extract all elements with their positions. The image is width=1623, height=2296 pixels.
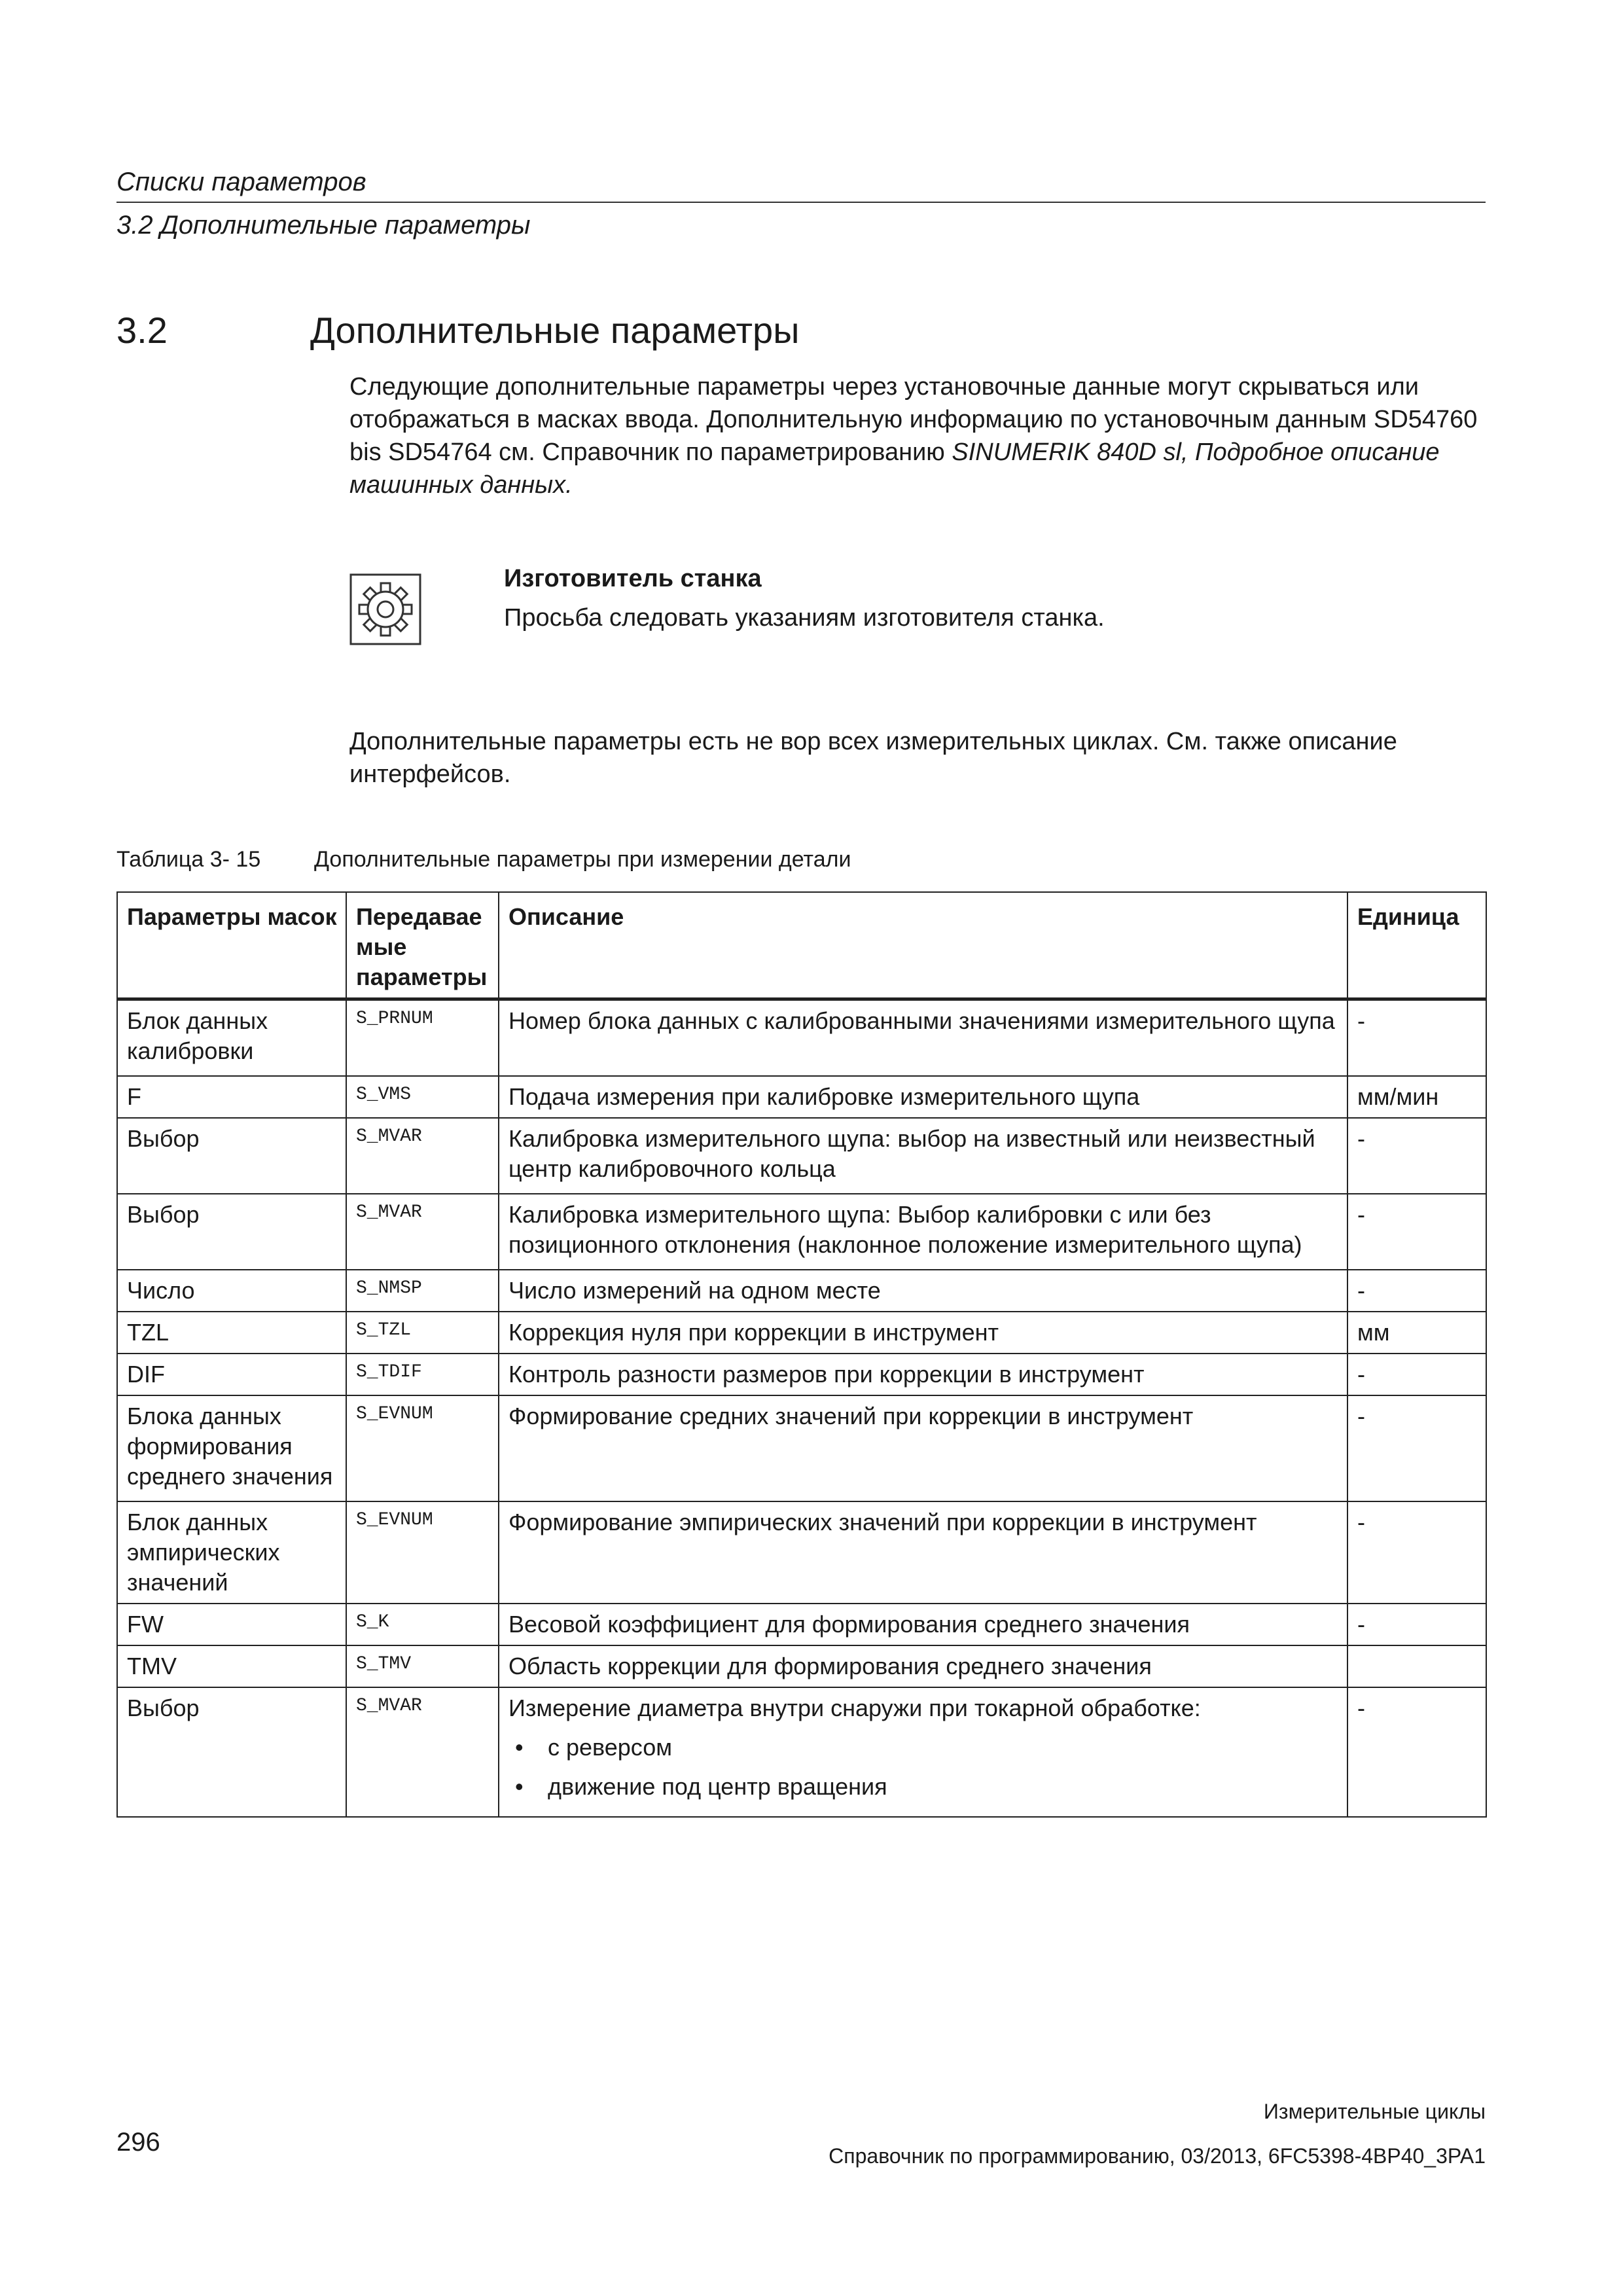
cell-unit: - — [1347, 1194, 1486, 1270]
header-mask-params: Параметры масок — [117, 892, 346, 999]
cell-description: Контроль разности размеров при коррекции в инструмент — [499, 1354, 1347, 1395]
table-row — [117, 1501, 1486, 1604]
page-number: 296 — [116, 2128, 160, 2157]
header-description: Описание — [499, 892, 1347, 999]
cell-mask: Блок данных калибровки — [117, 999, 346, 1077]
page-header — [116, 164, 1486, 243]
cell-mask: Блок данных эмпирических значений — [117, 1501, 346, 1604]
cell-param: S_K — [346, 1604, 499, 1645]
cell-mask: DIF — [117, 1354, 346, 1395]
cell-description — [499, 1687, 1347, 1817]
cell-param: S_MVAR — [346, 1687, 499, 1817]
header-passed-params: Передавае мые параметры — [346, 892, 499, 999]
cell-unit: мм/мин — [1347, 1076, 1486, 1118]
cell-mask: F — [117, 1076, 346, 1118]
cell-description: Калибровка измерительного щупа: Выбор калибровки с или без позиционного отклонения (наклонное положение измерительного щупа) — [499, 1194, 1347, 1270]
cell-mask: FW — [117, 1604, 346, 1645]
cell-mask: TZL — [117, 1312, 346, 1354]
cell-description: Калибровка измерительного щупа: выбор на известный или неизвестный центр калибровочного кольца — [499, 1118, 1347, 1194]
cell-param: S_TZL — [346, 1312, 499, 1354]
note-text: Просьба следовать указаниям изготовителя станка. — [504, 604, 1105, 632]
footer-subtitle: Справочник по программированию, 03/2013, 6FC5398-4BP40_3PA1 — [829, 2144, 1486, 2168]
cell-param: S_EVNUM — [346, 1501, 499, 1604]
table-row — [117, 1687, 1486, 1817]
table-row — [117, 1076, 1486, 1118]
header-divider — [116, 202, 1486, 203]
section-title: Дополнительные параметры — [310, 310, 800, 351]
cell-param: S_MVAR — [346, 1118, 499, 1194]
table-caption — [116, 844, 851, 874]
cell-unit: - — [1347, 1687, 1486, 1817]
cell-description: Коррекция нуля при коррекции в инструмент — [499, 1312, 1347, 1354]
note-title: Изготовитель станка — [504, 565, 762, 592]
cell-unit: - — [1347, 1118, 1486, 1194]
cell-unit: - — [1347, 1270, 1486, 1312]
cell-description: Номер блока данных с калиброванными значениями измерительного щупа — [499, 999, 1347, 1077]
cell-mask: Выбор — [117, 1687, 346, 1817]
cell-description: Формирование средних значений при коррекции в инструмент — [499, 1395, 1347, 1501]
cell-unit: - — [1347, 1604, 1486, 1645]
table-header-row — [117, 892, 1486, 999]
header-section: 3.2 Дополнительные параметры — [116, 211, 531, 240]
intro-paragraph — [349, 370, 1486, 501]
intro-reference: SINUMERIK 840D sl, Подробное описание машинных данных. — [349, 439, 1440, 499]
footer — [829, 2097, 1486, 2170]
header-unit: Единица — [1347, 892, 1486, 999]
section-number: 3.2 — [116, 310, 168, 351]
cell-mask: Выбор — [117, 1118, 346, 1194]
cell-unit: - — [1347, 1354, 1486, 1395]
table-row — [117, 1312, 1486, 1354]
table-row — [117, 1604, 1486, 1645]
cell-unit: мм — [1347, 1312, 1486, 1354]
body-paragraph: Дополнительные параметры есть не вор всех измерительных циклах. См. также описание интерфейсов. — [349, 728, 1397, 788]
parameters-table — [116, 891, 1487, 1818]
table-row — [117, 1395, 1486, 1501]
cell-description: Область коррекции для формирования среднего значения — [499, 1645, 1347, 1687]
cell-description: Число измерений на одном месте — [499, 1270, 1347, 1312]
cell-unit: - — [1347, 1501, 1486, 1604]
intro-text: Следующие дополнительные параметры через установочные данные могут скрываться или отображаться в масках ввода. Дополнительную информацию по установочным данным SD54760 bis SD54764 см. Справочник по параметрированию — [349, 373, 1478, 466]
cell-param: S_TDIF — [346, 1354, 499, 1395]
cell-unit: - — [1347, 1395, 1486, 1501]
cell-param: S_EVNUM — [346, 1395, 499, 1501]
gear-icon — [349, 573, 421, 645]
cell-mask: TMV — [117, 1645, 346, 1687]
header-chapter: Списки параметров — [116, 168, 366, 196]
table-caption-text: Дополнительные параметры при измерении детали — [314, 847, 851, 872]
cell-description-text: Измерение диаметра внутри снаружи при токарной обработке: — [508, 1695, 1201, 1721]
cell-description: Формирование эмпирических значений при коррекции в инструмент — [499, 1501, 1347, 1604]
cell-mask: Выбор — [117, 1194, 346, 1270]
table-row — [117, 1194, 1486, 1270]
bullet-item: • с реверсом — [508, 1732, 1339, 1763]
table-row — [117, 1118, 1486, 1194]
cell-unit: - — [1347, 999, 1486, 1077]
cell-description: Подача измерения при калибровке измерительного щупа — [499, 1076, 1347, 1118]
table-row — [117, 999, 1486, 1077]
table-caption-label: Таблица 3- 15 — [116, 847, 261, 872]
cell-mask: Число — [117, 1270, 346, 1312]
footer-title: Измерительные циклы — [1263, 2100, 1486, 2123]
bullet-list — [508, 1732, 1339, 1802]
cell-param: S_TMV — [346, 1645, 499, 1687]
cell-param: S_VMS — [346, 1076, 499, 1118]
bullet-item: • движение под центр вращения — [508, 1772, 1339, 1802]
cell-param: S_NMSP — [346, 1270, 499, 1312]
cell-description: Весовой коэффициент для формирования среднего значения — [499, 1604, 1347, 1645]
table-row — [117, 1270, 1486, 1312]
table-row — [117, 1645, 1486, 1687]
cell-param: S_PRNUM — [346, 999, 499, 1077]
cell-param: S_MVAR — [346, 1194, 499, 1270]
cell-mask: Блока данных формирования среднего значения — [117, 1395, 346, 1501]
cell-unit — [1347, 1645, 1486, 1687]
table-row — [117, 1354, 1486, 1395]
